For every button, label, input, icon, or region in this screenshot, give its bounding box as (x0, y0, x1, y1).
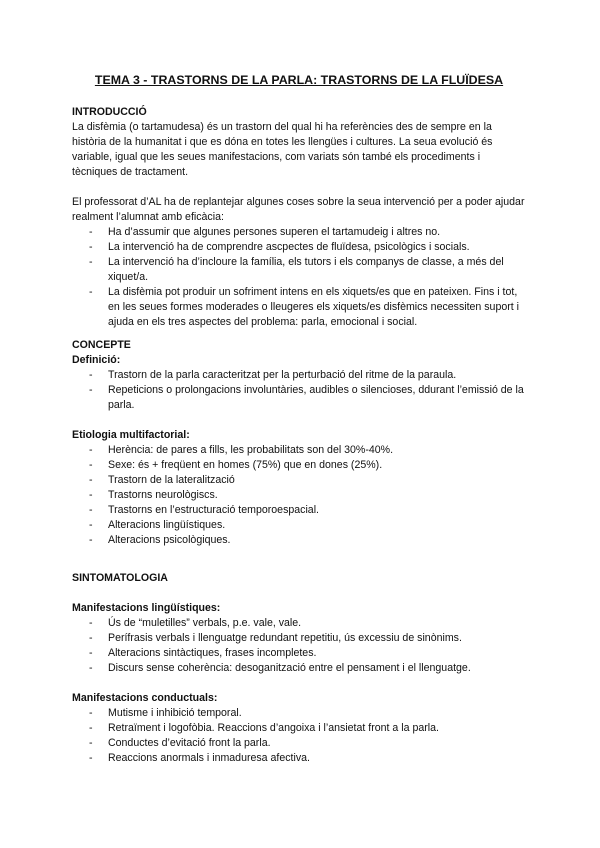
definicio-heading: Definició: (72, 354, 121, 366)
list-item: - Discurs sense coherència: desoganització entre el pensament i el llenguatge. (72, 661, 528, 676)
document-title: TEMA 3 - TRASTORNS DE LA PARLA: TRASTORNS DE LA FLUÏDESA (94, 73, 504, 87)
definicio-list (72, 368, 528, 413)
list-item: - La intervenció ha d’incloure la família, els tutors i els companys de classe, a més del xiquet/a. (72, 255, 528, 285)
list-item: - Trastorn de la parla caracteritzat per la perturbació del ritme de la paraula. (72, 368, 528, 383)
list-item: - Conductes d’evitació front la parla. (72, 736, 528, 751)
list-item: - Reaccions anormals i inmaduresa afectiva. (72, 751, 528, 766)
intro-list (72, 225, 528, 330)
list-item: - Trastorn de la lateralització (72, 473, 528, 488)
concepte-heading: CONCEPTE (72, 339, 131, 351)
intro-paragraph-2: El professorat d’AL ha de replantejar algunes coses sobre la seua intervenció per a poder ajudar realment l’alumnat amb eficàcia: (72, 196, 525, 223)
list-item: - Mutisme i inhibició temporal. (72, 706, 528, 721)
sintomatologia-heading: SINTOMATOLOGIA (72, 572, 168, 584)
list-item: - Ha d’assumir que algunes persones superen el tartamudeig i altres no. (72, 225, 528, 240)
list-item: - Retraïment i logofòbia. Reaccions d’angoixa i l’ansietat front a la parla. (72, 721, 528, 736)
list-item: - Perífrasis verbals i llenguatge redundant repetitiu, ús excessiu de sinònims. (72, 631, 528, 646)
list-item: - Repeticions o prolongacions involuntàries, audibles o silencioses, ddurant l’emissió de la parla. (72, 383, 528, 413)
etiologia-heading: Etiologia multifactorial: (72, 429, 190, 441)
conductuals-heading: Manifestacions conductuals: (72, 692, 218, 704)
list-item: - Alteracions lingüístiques. (72, 518, 528, 533)
linguistiques-heading: Manifestacions lingüístiques: (72, 602, 221, 614)
list-item: - Alteracions psicològiques. (72, 533, 528, 548)
document-page (72, 72, 528, 766)
list-item: - La intervenció ha de comprendre ascpectes de fluïdesa, psicològics i socials. (72, 240, 528, 255)
conductuals-list (72, 706, 528, 766)
intro-heading: INTRODUCCIÓ (72, 106, 147, 118)
list-item: - Trastorns neurològiscs. (72, 488, 528, 503)
intro-paragraph-1: La disfèmia (o tartamudesa) és un trastorn del qual hi ha referències des de sempre en la història de la humanitat i que es dóna en totes les llengües i cultures. La seua evolució és variable, igual que les seues manifestacions, com variats són també els procediments i tècniques de tractament. (72, 121, 493, 178)
list-item: - Alteracions sintàctiques, frases incompletes. (72, 646, 528, 661)
linguistiques-list (72, 616, 528, 676)
list-item: - Sexe: és + freqüent en homes (75%) que en dones (25%). (72, 458, 528, 473)
list-item: - Ús de “muletilles” verbals, p.e. vale, vale. (72, 616, 528, 631)
list-item: - Trastorns en l’estructuració temporoespacial. (72, 503, 528, 518)
list-item: - La disfèmia pot produir un sofriment intens en els xiquets/es que en pateixen. Fins i tot, en les seues formes moderades o lleugeres els xiquets/es disfèmics necessiten suport i ajuda en els tres aspectes del problema: parla, emocional i social. (72, 285, 528, 330)
list-item: - Herència: de pares a fills, les probabilitats son del 30%-40%. (72, 443, 528, 458)
etiologia-list (72, 443, 528, 548)
